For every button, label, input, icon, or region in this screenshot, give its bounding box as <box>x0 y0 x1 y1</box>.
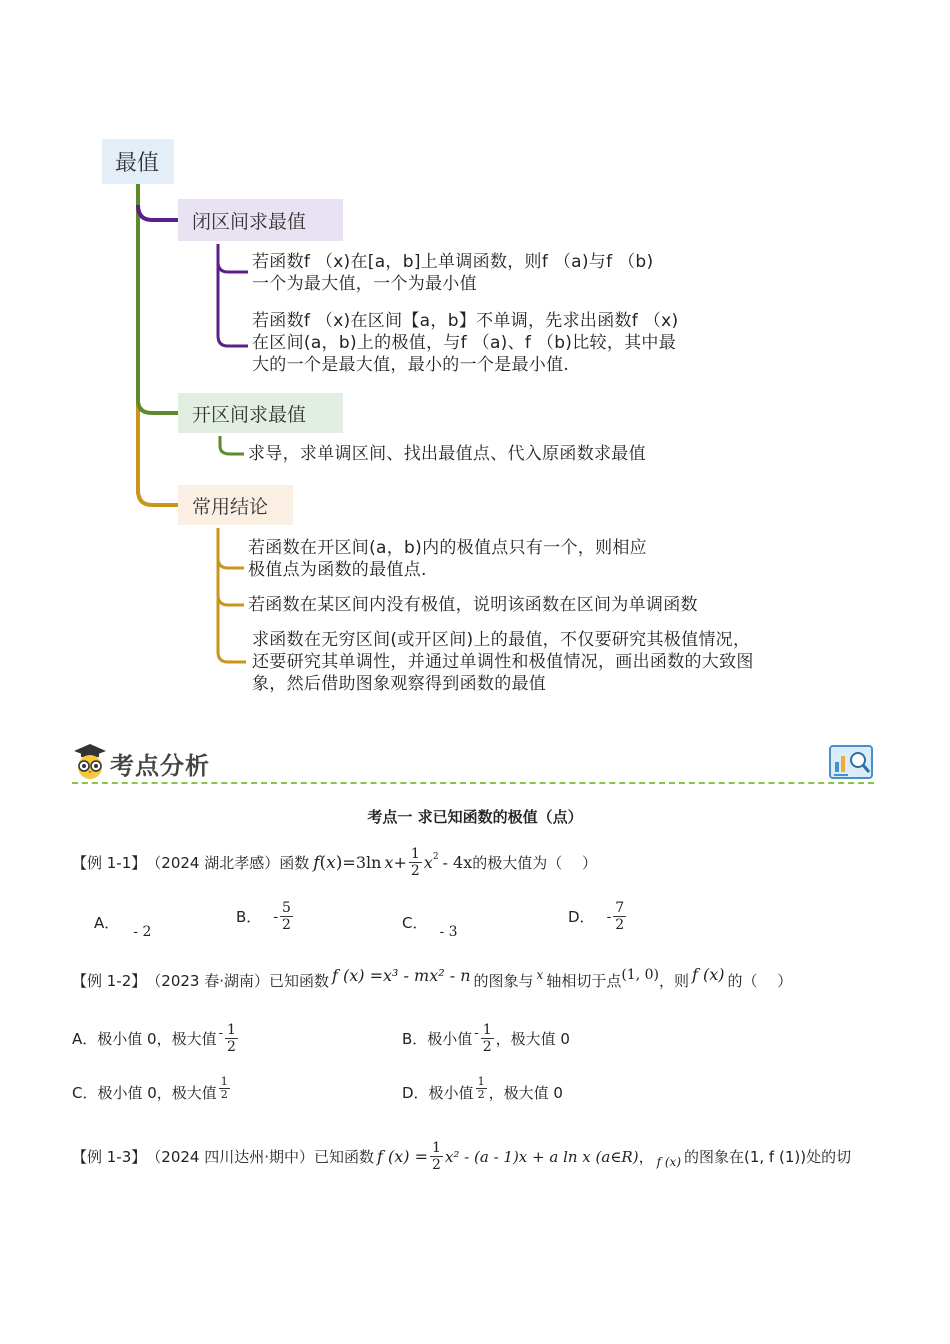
option-fraction <box>219 1076 230 1101</box>
fraction-half <box>430 1140 443 1173</box>
example-source: （2024 四川达州·期中）已知函数 <box>146 1148 374 1166</box>
ex1-option-a[interactable] <box>94 912 152 940</box>
ex1-option-c[interactable] <box>402 912 458 940</box>
text-line: 还要研究其单调性，并通过单调性和极值情况，画出函数的大致图 <box>252 652 754 672</box>
fraction-half <box>409 846 422 879</box>
option-sign: - <box>273 908 279 925</box>
branch3-item-3 <box>252 629 754 695</box>
example-tag: 【例 1-2】 <box>72 972 147 990</box>
text: ， <box>638 1148 654 1166</box>
option-label: D． <box>568 908 595 926</box>
numerator: 1 <box>226 1022 236 1038</box>
text-line: 极值点为函数的最值点. <box>248 560 427 580</box>
text: ，则 <box>658 972 689 990</box>
example-source: （2024 湖北孝感）函数 <box>146 854 310 872</box>
example-1-1: 【例 1-1】 （2024 湖北孝感）函数 f ( x ) =3ln x + $\frac{1}{2}$ x $^2$ - 4x 的极大值为（ ） <box>72 846 598 879</box>
denominator: 2 <box>482 1039 492 1055</box>
option-fraction <box>476 1076 487 1101</box>
text-line: 象，然后借助图象观察得到函数的最值 <box>252 674 547 694</box>
example-tail: 的极大值为（ ） <box>472 854 598 872</box>
numerator: 1 <box>482 1022 492 1038</box>
text-line: 大的一个是最大值，最小的一个是最小值. <box>252 355 570 375</box>
branch-label: 闭区间求最值 <box>192 210 307 233</box>
branch1-item-1 <box>252 251 653 295</box>
math-x: x <box>326 852 336 873</box>
denominator: 2 <box>615 917 625 933</box>
math-fx: f (x) <box>691 965 725 984</box>
text-line: 若函数在开区间(a，b)内的极值点只有一个，则相应 <box>248 538 647 558</box>
option-value: - 2 <box>133 923 152 940</box>
numerator: 7 <box>615 900 625 916</box>
math-point: (1, 0) <box>621 966 659 983</box>
math-x2: x <box>423 853 433 872</box>
magnifier-chart-icon <box>828 744 874 780</box>
option-label: B．极小值 <box>402 1030 473 1048</box>
math-f: f (x) = <box>377 1147 429 1166</box>
option-fraction <box>225 1022 238 1055</box>
option-label: D．极小值 <box>402 1084 474 1102</box>
option-label: A．极小值 0，极大值 <box>72 1030 217 1048</box>
branch2-item-1 <box>248 443 646 465</box>
root-label: 最值 <box>115 151 160 176</box>
text: 的图象与 <box>473 972 534 990</box>
example-tail: 的图象在(1, f (1))处的切 <box>684 1148 852 1166</box>
option-after: ，极大值 0 <box>488 1084 563 1102</box>
section-title: 考点分析 <box>110 752 210 780</box>
denominator: 2 <box>220 1088 228 1101</box>
math-sq: 2 <box>432 851 439 862</box>
text-line: 一个为最大值，一个为最小值 <box>252 274 477 294</box>
example-tag: 【例 1-1】 <box>72 854 147 872</box>
math-plus: + <box>393 853 407 872</box>
numerator: 1 <box>477 1075 485 1088</box>
branch-open-interval <box>178 393 343 433</box>
denominator: 2 <box>477 1088 485 1101</box>
math-f: f <box>313 852 320 873</box>
text-line: 在区间(a，b)上的极值，与f （a)、f （b)比较，其中最 <box>252 333 677 353</box>
option-fraction <box>280 900 293 933</box>
ex2-option-b[interactable] <box>402 1022 570 1055</box>
branch3-item-1 <box>248 537 647 581</box>
option-after: ，极大值 0 <box>495 1030 570 1048</box>
text-line: 若函数在某区间内没有极值，说明该函数在区间为单调函数 <box>248 595 698 615</box>
math-minus4x: - 4x <box>442 853 473 872</box>
branch-closed-interval <box>178 199 343 241</box>
section-divider <box>72 782 874 784</box>
topic-subtitle: 考点一 求已知函数的极值（点） <box>367 808 583 826</box>
math-fx: f (x) <box>656 1154 681 1169</box>
option-label: A． <box>94 914 120 932</box>
numerator: 1 <box>220 1075 228 1088</box>
option-label: B． <box>236 908 262 926</box>
numerator: 1 <box>410 846 420 862</box>
ex2-option-a[interactable] <box>72 1022 240 1055</box>
text-line: 求函数在无穷区间(或开区间)上的最值，不仅要研究其极值情况， <box>252 630 751 650</box>
denominator: 2 <box>226 1039 236 1055</box>
denominator: 2 <box>432 1157 441 1173</box>
denominator: 2 <box>282 917 291 933</box>
text: 轴相切于点 <box>546 972 622 990</box>
text-line: 若函数f （x)在[a，b]上单调函数，则f （a)与f （b) <box>252 252 654 272</box>
branch-label: 常用结论 <box>192 495 269 518</box>
option-label: C． <box>402 914 428 932</box>
denominator: 2 <box>410 863 420 879</box>
ex2-option-d[interactable] <box>402 1075 563 1105</box>
option-sign: - <box>218 1026 223 1041</box>
math-rest: x² - (a - 1)x + a ln x (a∈R) <box>444 1147 639 1166</box>
mindmap-root <box>102 139 174 184</box>
example-1-3 <box>72 1140 851 1173</box>
example-source: （2023 春·湖南）已知函数 <box>146 972 329 990</box>
math-rhs: =3ln <box>342 853 382 872</box>
option-sign: - <box>606 908 612 925</box>
example-1-2 <box>72 965 793 991</box>
ex1-option-d[interactable] <box>568 900 628 933</box>
branch-label: 开区间求最值 <box>192 403 307 426</box>
branch1-item-2 <box>252 310 678 376</box>
ex2-option-c[interactable] <box>72 1075 232 1105</box>
ex1-option-b[interactable] <box>236 900 295 933</box>
example-tag: 【例 1-3】 <box>72 1148 147 1166</box>
owl-icon <box>72 742 108 780</box>
text-line: 若函数f （x)在区间【a，b】不单调，先求出函数f （x) <box>252 311 679 331</box>
numerator: 5 <box>282 900 291 916</box>
text-line: 求导，求单调区间、找出最值点、代入原函数求最值 <box>248 444 646 464</box>
branch3-item-2 <box>248 594 698 616</box>
option-sign: - <box>474 1026 479 1041</box>
branch-common-conclusions <box>178 485 293 525</box>
example-tail: 的（ ） <box>727 972 793 990</box>
math-x: x <box>536 967 544 982</box>
numerator: 1 <box>432 1140 441 1156</box>
option-fraction <box>481 1022 494 1055</box>
option-label: C．极小值 0，极大值 <box>72 1084 217 1102</box>
option-fraction <box>613 900 626 933</box>
math-formula: f (x) =x³ - mx² - n <box>332 966 471 985</box>
option-value: - 3 <box>439 923 458 940</box>
